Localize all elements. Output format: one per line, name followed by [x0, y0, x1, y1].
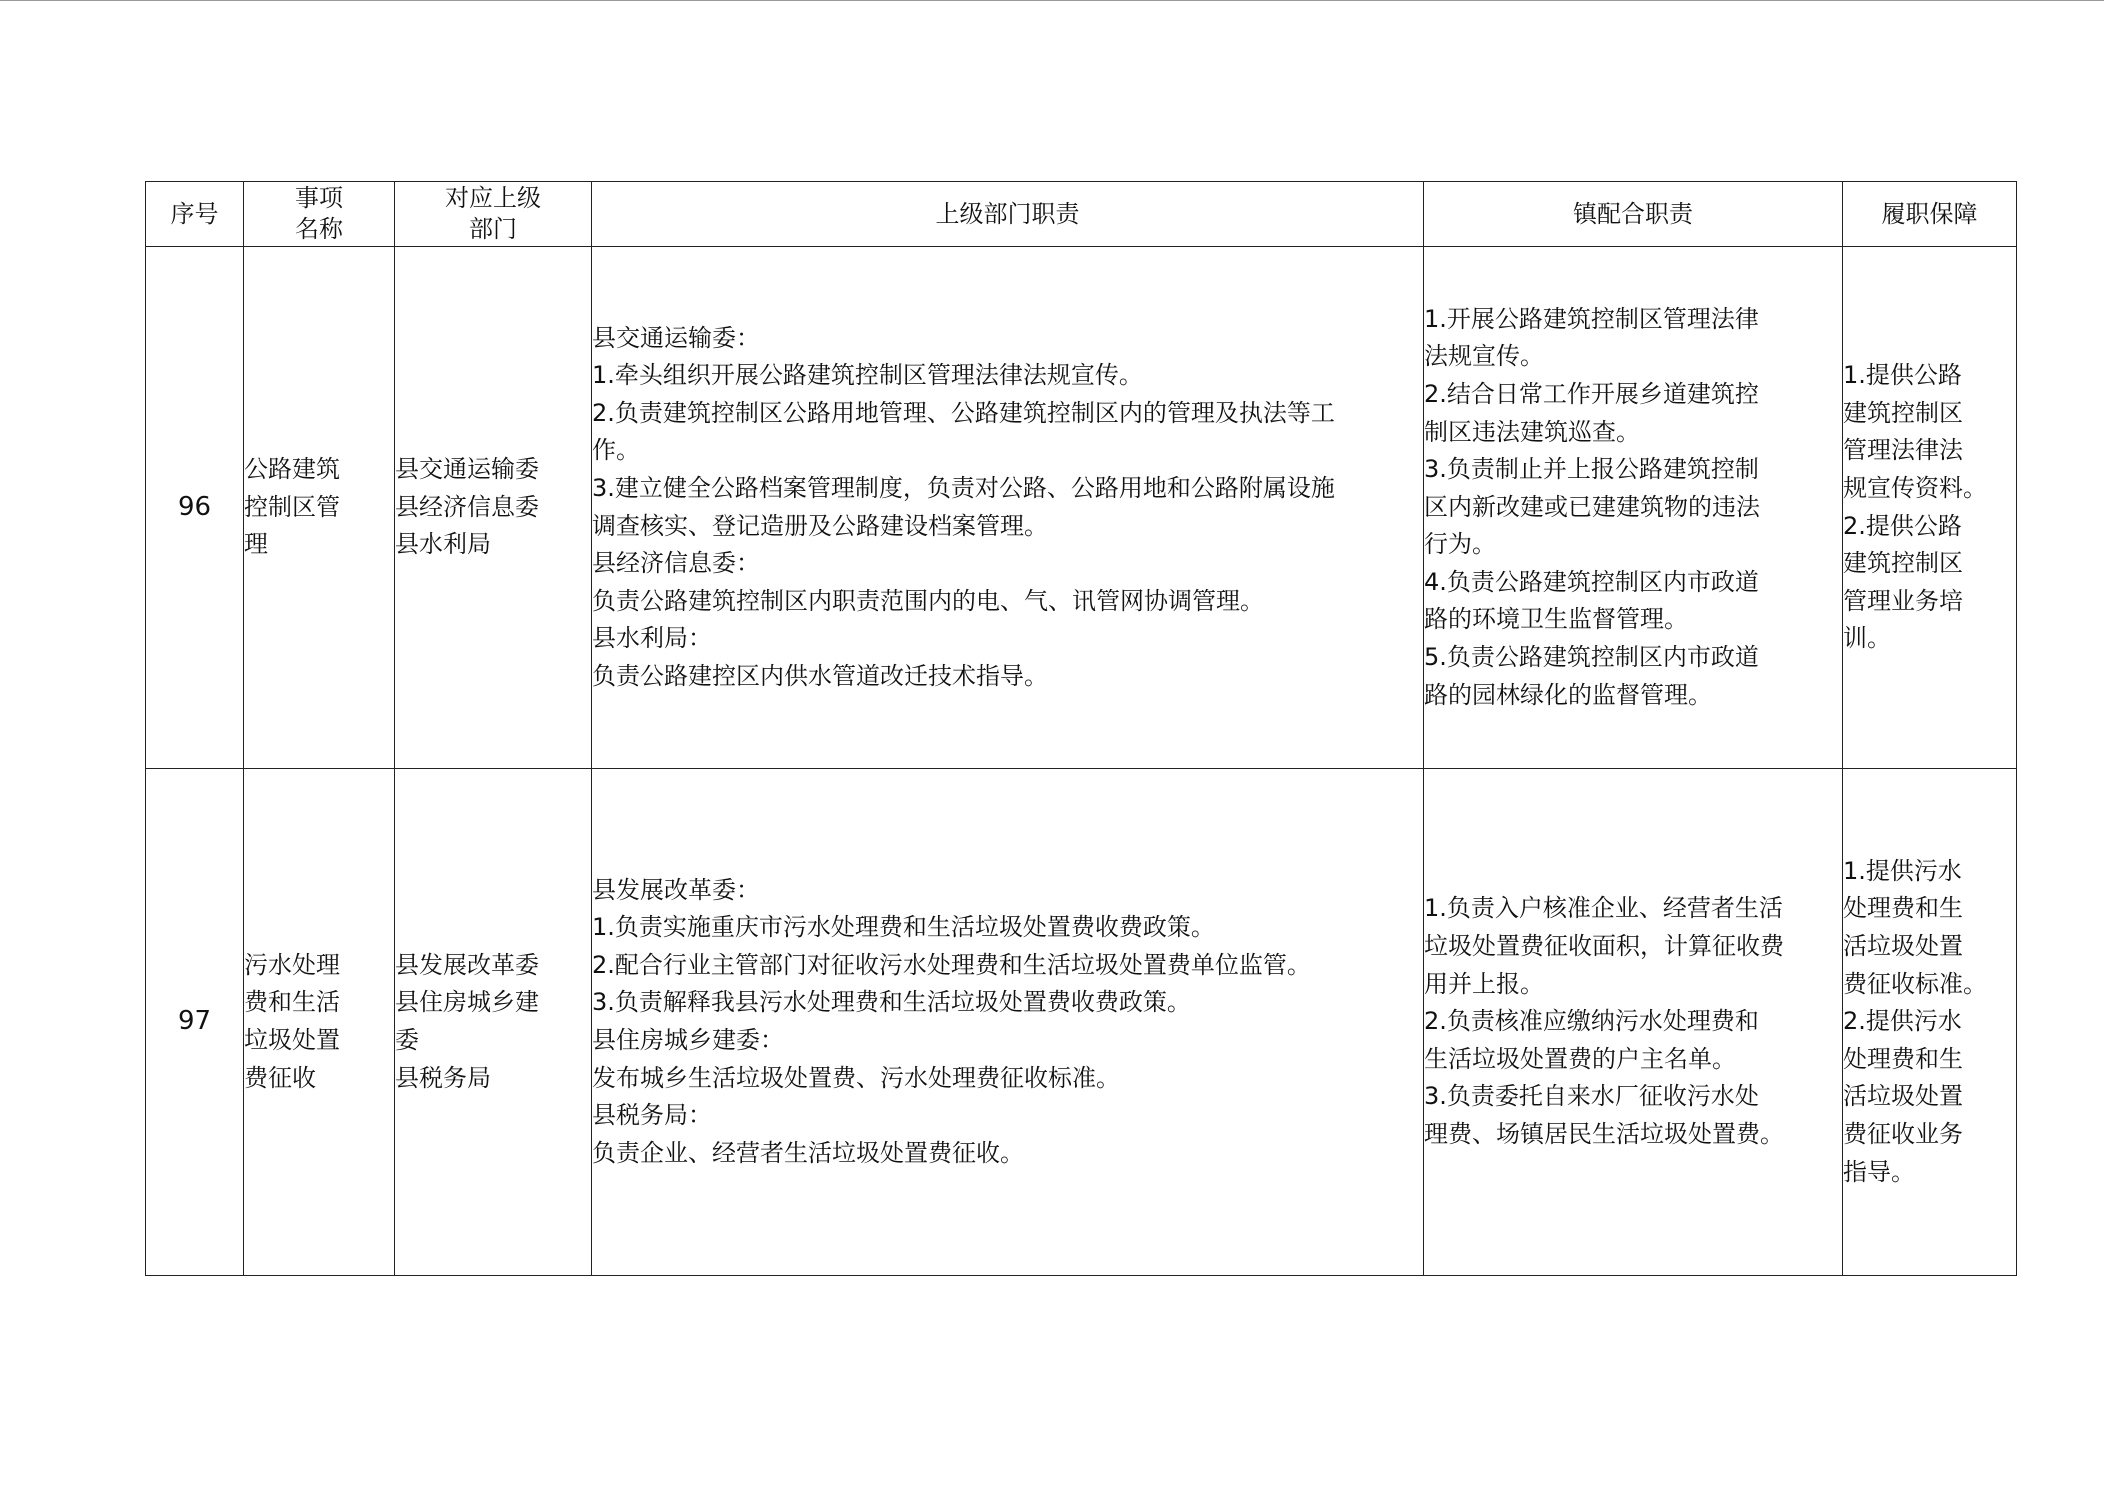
header-guarantee: 履职保障: [1843, 182, 2017, 247]
seq-cell: 97: [146, 769, 244, 1276]
upper-dept-cell: 县交通运输委 县经济信息委 县水利局: [395, 247, 592, 769]
upper-dept-cell: 县发展改革委 县住房城乡建 委 县税务局: [395, 769, 592, 1276]
header-upper-duty: 上级部门职责: [592, 182, 1424, 247]
duty-table: [145, 181, 2017, 1276]
town-duty-cell: 1.负责入户核准企业、经营者生活 垃圾处置费征收面积，计算征收费 用并上报。 2.负责核准应缴纳污水处理费和 生活垃圾处置费的户主名单。 3.负责委托自来水厂征收污水处 理费、场镇居民生活垃圾处置费。: [1424, 769, 1843, 1276]
town-duty-cell: 1.开展公路建筑控制区管理法律 法规宣传。 2.结合日常工作开展乡道建筑控 制区违法建筑巡查。 3.负责制止并上报公路建筑控制 区内新改建或已建建筑物的违法 行为。 4.负责公路建筑控制区内市政道 路的环境卫生监督管理。 5.负责公路建筑控制区内市政道 路的园林绿化的监督管理。: [1424, 247, 1843, 769]
guarantee-cell: 1.提供公路 建筑控制区 管理法律法 规宣传资料。 2.提供公路 建筑控制区 管理业务培 训。: [1843, 247, 2017, 769]
item-name-cell: 污水处理 费和生活 垃圾处置 费征收: [244, 769, 395, 1276]
header-seq: 序号: [146, 182, 244, 247]
guarantee-cell: 1.提供污水 处理费和生 活垃圾处置 费征收标准。 2.提供污水 处理费和生 活垃圾处置 费征收业务 指导。: [1843, 769, 2017, 1276]
seq-cell: 96: [146, 247, 244, 769]
header-upper-dept: 对应上级 部门: [395, 182, 592, 247]
header-row: [146, 182, 2017, 247]
upper-duty-cell: 县发展改革委： 1.负责实施重庆市污水处理费和生活垃圾处置费收费政策。 2.配合行业主管部门对征收污水处理费和生活垃圾处置费单位监管。 3.负责解释我县污水处理费和生活垃圾处置费收费政策。 县住房城乡建委： 发布城乡生活垃圾处置费、污水处理费征收标准。 县税务局： 负责企业、经营者生活垃圾处置费征收。: [592, 769, 1424, 1276]
item-name-cell: 公路建筑 控制区管 理: [244, 247, 395, 769]
table-row: [146, 769, 2017, 1276]
upper-duty-cell: 县交通运输委： 1.牵头组织开展公路建筑控制区管理法律法规宣传。 2.负责建筑控制区公路用地管理、公路建筑控制区内的管理及执法等工 作。 3.建立健全公路档案管理制度，负责对公路、公路用地和公路附属设施 调查核实、登记造册及公路建设档案管理。 县经济信息委： 负责公路建筑控制区内职责范围内的电、气、讯管网协调管理。 县水利局： 负责公路建控区内供水管道改迁技术指导。: [592, 247, 1424, 769]
page-top-border: [0, 0, 2104, 1]
header-town-duty: 镇配合职责: [1424, 182, 1843, 247]
header-item-name: 事项 名称: [244, 182, 395, 247]
table-row: [146, 247, 2017, 769]
